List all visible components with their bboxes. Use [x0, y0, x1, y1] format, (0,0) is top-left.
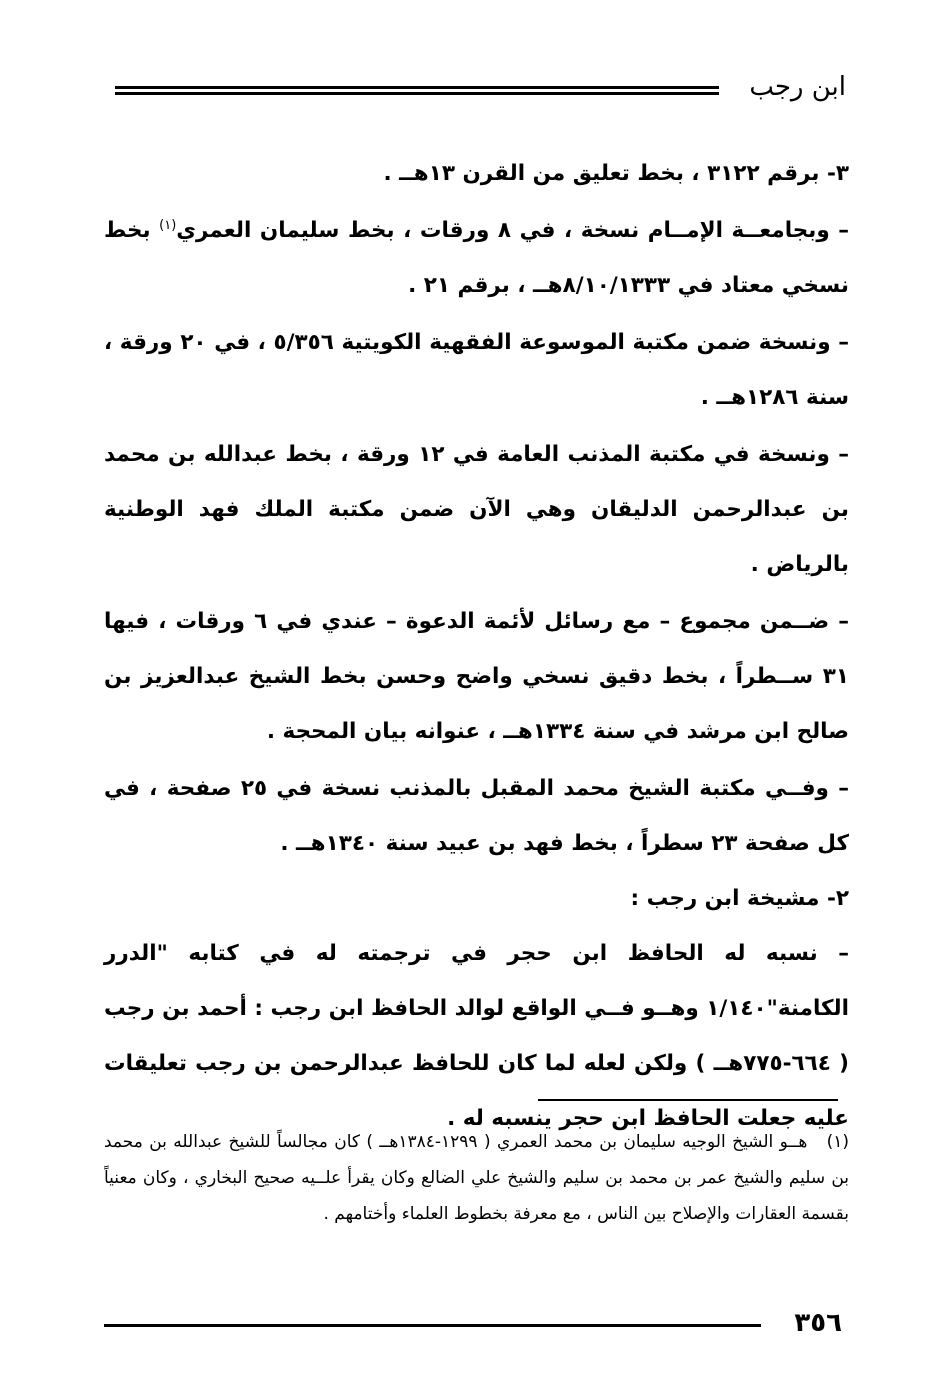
paragraph-manuscript-3: ٣- برقم ٣١٢٢ ، بخط تعليق من القرن ١٣هــ .: [383, 161, 849, 186]
paragraph-imam-university-copy: [104, 203, 849, 313]
main-text: [104, 146, 849, 1146]
footnote-reference[interactable]: (١): [159, 217, 177, 233]
footnote-marker: (١): [826, 1132, 849, 1152]
paragraph-collection-copy: – ضــمن مجموع – مع رسائل لأئمة الدعوة – عندي في ٦ ورقات ، فيها ٣١ ســطراً ، بخط دقيق نسخي واضح وحسن بخط الشيخ عبدالعزيز بن صالح ابن مرشد في سنة ١٣٣٤هــ ، عنوانه بيان المحجة .: [104, 609, 849, 744]
section-heading: ٢- مشيخة ابن رجب :: [630, 886, 849, 911]
paragraph-kuwait-encyclopedia-copy: – ونسخة ضمن مكتبة الموسوعة الفقهية الكويتية ٥/٣٥٦ ، في ٢٠ ورقة ، سنة ١٢٨٦هــ .: [104, 330, 850, 410]
footnotes: [104, 1124, 849, 1232]
paragraph-muqbil-library-copy: – وفــي مكتبة الشيخ محمد المقبل بالمذنب نسخة في ٢٥ صفحة ، في كل صفحة ٢٣ سطراً ، بخط فهد بن عبيد سنة ١٣٤٠هــ .: [104, 776, 849, 856]
header-rule-bottom: [115, 92, 719, 95]
header-rule-top: [115, 86, 719, 89]
paragraph-text: – وبجامعــة الإمــام نسخة ، في ٨ ورقات ، بخط سليمان العمري: [176, 218, 849, 243]
footnote: [104, 1124, 849, 1232]
footer-rule: [104, 1324, 761, 1327]
footnote-separator: [538, 1099, 838, 1101]
running-header-title: ابن رجب: [749, 72, 846, 102]
paragraph-text-continued: بخط نسخي معتاد في ٨/١٠/١٣٣٣هــ ، برقم ٢١ .: [104, 218, 849, 298]
page-number: ٣٥٦: [794, 1308, 842, 1338]
paragraph-mithnab-library-copy: – ونسخة في مكتبة المذنب العامة في ١٢ ورقة ، بخط عبدالله بن محمد بن عبدالرحمن الدليقان وهي الآن ضمن مكتبة الملك فهد الوطنية بالرياض .: [104, 442, 850, 577]
paragraph-attribution: – نسبه له الحافظ ابن حجر في ترجمته له في كتابه "الدرر الكامنة"١/١٤٠ وهــو فــي الواقع لوالد الحافظ ابن رجب : أحمد بن رجب ( ٦٦٤-٧٧٥هــ ) ولكن لعله لما كان للحافظ عبدالرحمن بن رجب تعليقات عليه جعلت الحافظ ابن حجر ينسبه له .: [104, 941, 850, 1131]
footnote-text: هــو الشيخ الوجيه سليمان بن محمد العمري ( ١٢٩٩-١٣٨٤هــ ) كان مجالساً للشيخ عبدالله بن محمد بن سليم والشيخ عمر بن محمد بن سليم والشيخ علي الضالع وكان يقرأ علــيه صحيح البخاري ، وكان معنياً بقسمة العقارات والإصلاح بين الناس ، مع معرفة بخطوط العلماء وأختامهم .: [104, 1132, 849, 1224]
